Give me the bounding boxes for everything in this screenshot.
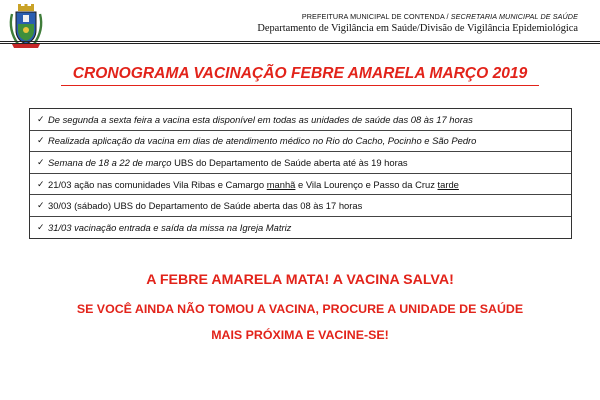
checkmark-icon: ✓ [37, 200, 45, 211]
schedule-item-text: De segunda a sexta feira a vacina esta disponível em todas as unidades de saúde das 08 às 17 horas [48, 113, 473, 125]
schedule-item-text: 30/03 (sábado) UBS do Departamento de Saúde aberta das 08 às 17 horas [48, 200, 363, 212]
schedule-item [30, 152, 571, 174]
schedule-item-text [48, 179, 459, 190]
header-rule-top [0, 41, 600, 42]
prefecture-name: PREFEITURA MUNICIPAL DE CONTENDA / [301, 12, 451, 21]
slogan-call-to-action-end: MAIS PRÓXIMA E VACINE-SE! [211, 328, 389, 342]
schedule-item [30, 109, 571, 131]
action-communities-b: e Vila Lourenço e Passo da Cruz [295, 178, 438, 190]
schedule-item [30, 131, 571, 153]
municipality-line [257, 12, 578, 21]
checkmark-icon: ✓ [37, 221, 45, 232]
header-rule-bottom [0, 43, 600, 44]
schedule-item [30, 174, 571, 196]
slogan-call-to-action: SE VOCÊ AINDA NÃO TOMOU A VACINA, PROCURE A UNIDADE DE SAÚDE [76, 302, 524, 316]
action-communities-a: 21/03 ação nas comunidades Vila Ribas e Camargo [48, 178, 267, 190]
schedule-item [30, 195, 571, 217]
title-underline [61, 85, 539, 86]
week-detail: UBS do Departamento de Saúde aberta até às 19 horas [171, 156, 408, 168]
checkmark-icon: ✓ [37, 178, 45, 189]
week-range: Semana de 18 a 22 de março [48, 156, 172, 168]
checkmark-icon: ✓ [37, 135, 45, 146]
schedule-item [30, 217, 571, 238]
period-afternoon: tarde [437, 178, 459, 190]
secretariat-name: SECRETARIA MUNICIPAL DE SAÚDE [450, 12, 578, 21]
checkmark-icon: ✓ [37, 113, 45, 124]
schedule-item-text: Realizada aplicação da vacina em dias de atendimento médico no Rio do Cacho, Pocinho e São Pedro [48, 135, 477, 147]
schedule-list [29, 108, 572, 239]
schedule-item-text: 31/03 vacinação entrada e saída da missa na Igreja Matriz [48, 221, 292, 233]
checkmark-icon: ✓ [37, 156, 45, 167]
department-line: Departamento de Vigilância em Saúde/Divisão de Vigilância Epidemiológica [257, 23, 578, 34]
slogan-main: A FEBRE AMARELA MATA! A VACINA SALVA! [146, 272, 454, 288]
letterhead [257, 12, 578, 34]
document-title: CRONOGRAMA VACINAÇÃO FEBRE AMARELA MARÇO 2019 [72, 65, 528, 82]
schedule-item-text [48, 157, 408, 168]
period-morning: manhã [266, 178, 296, 190]
